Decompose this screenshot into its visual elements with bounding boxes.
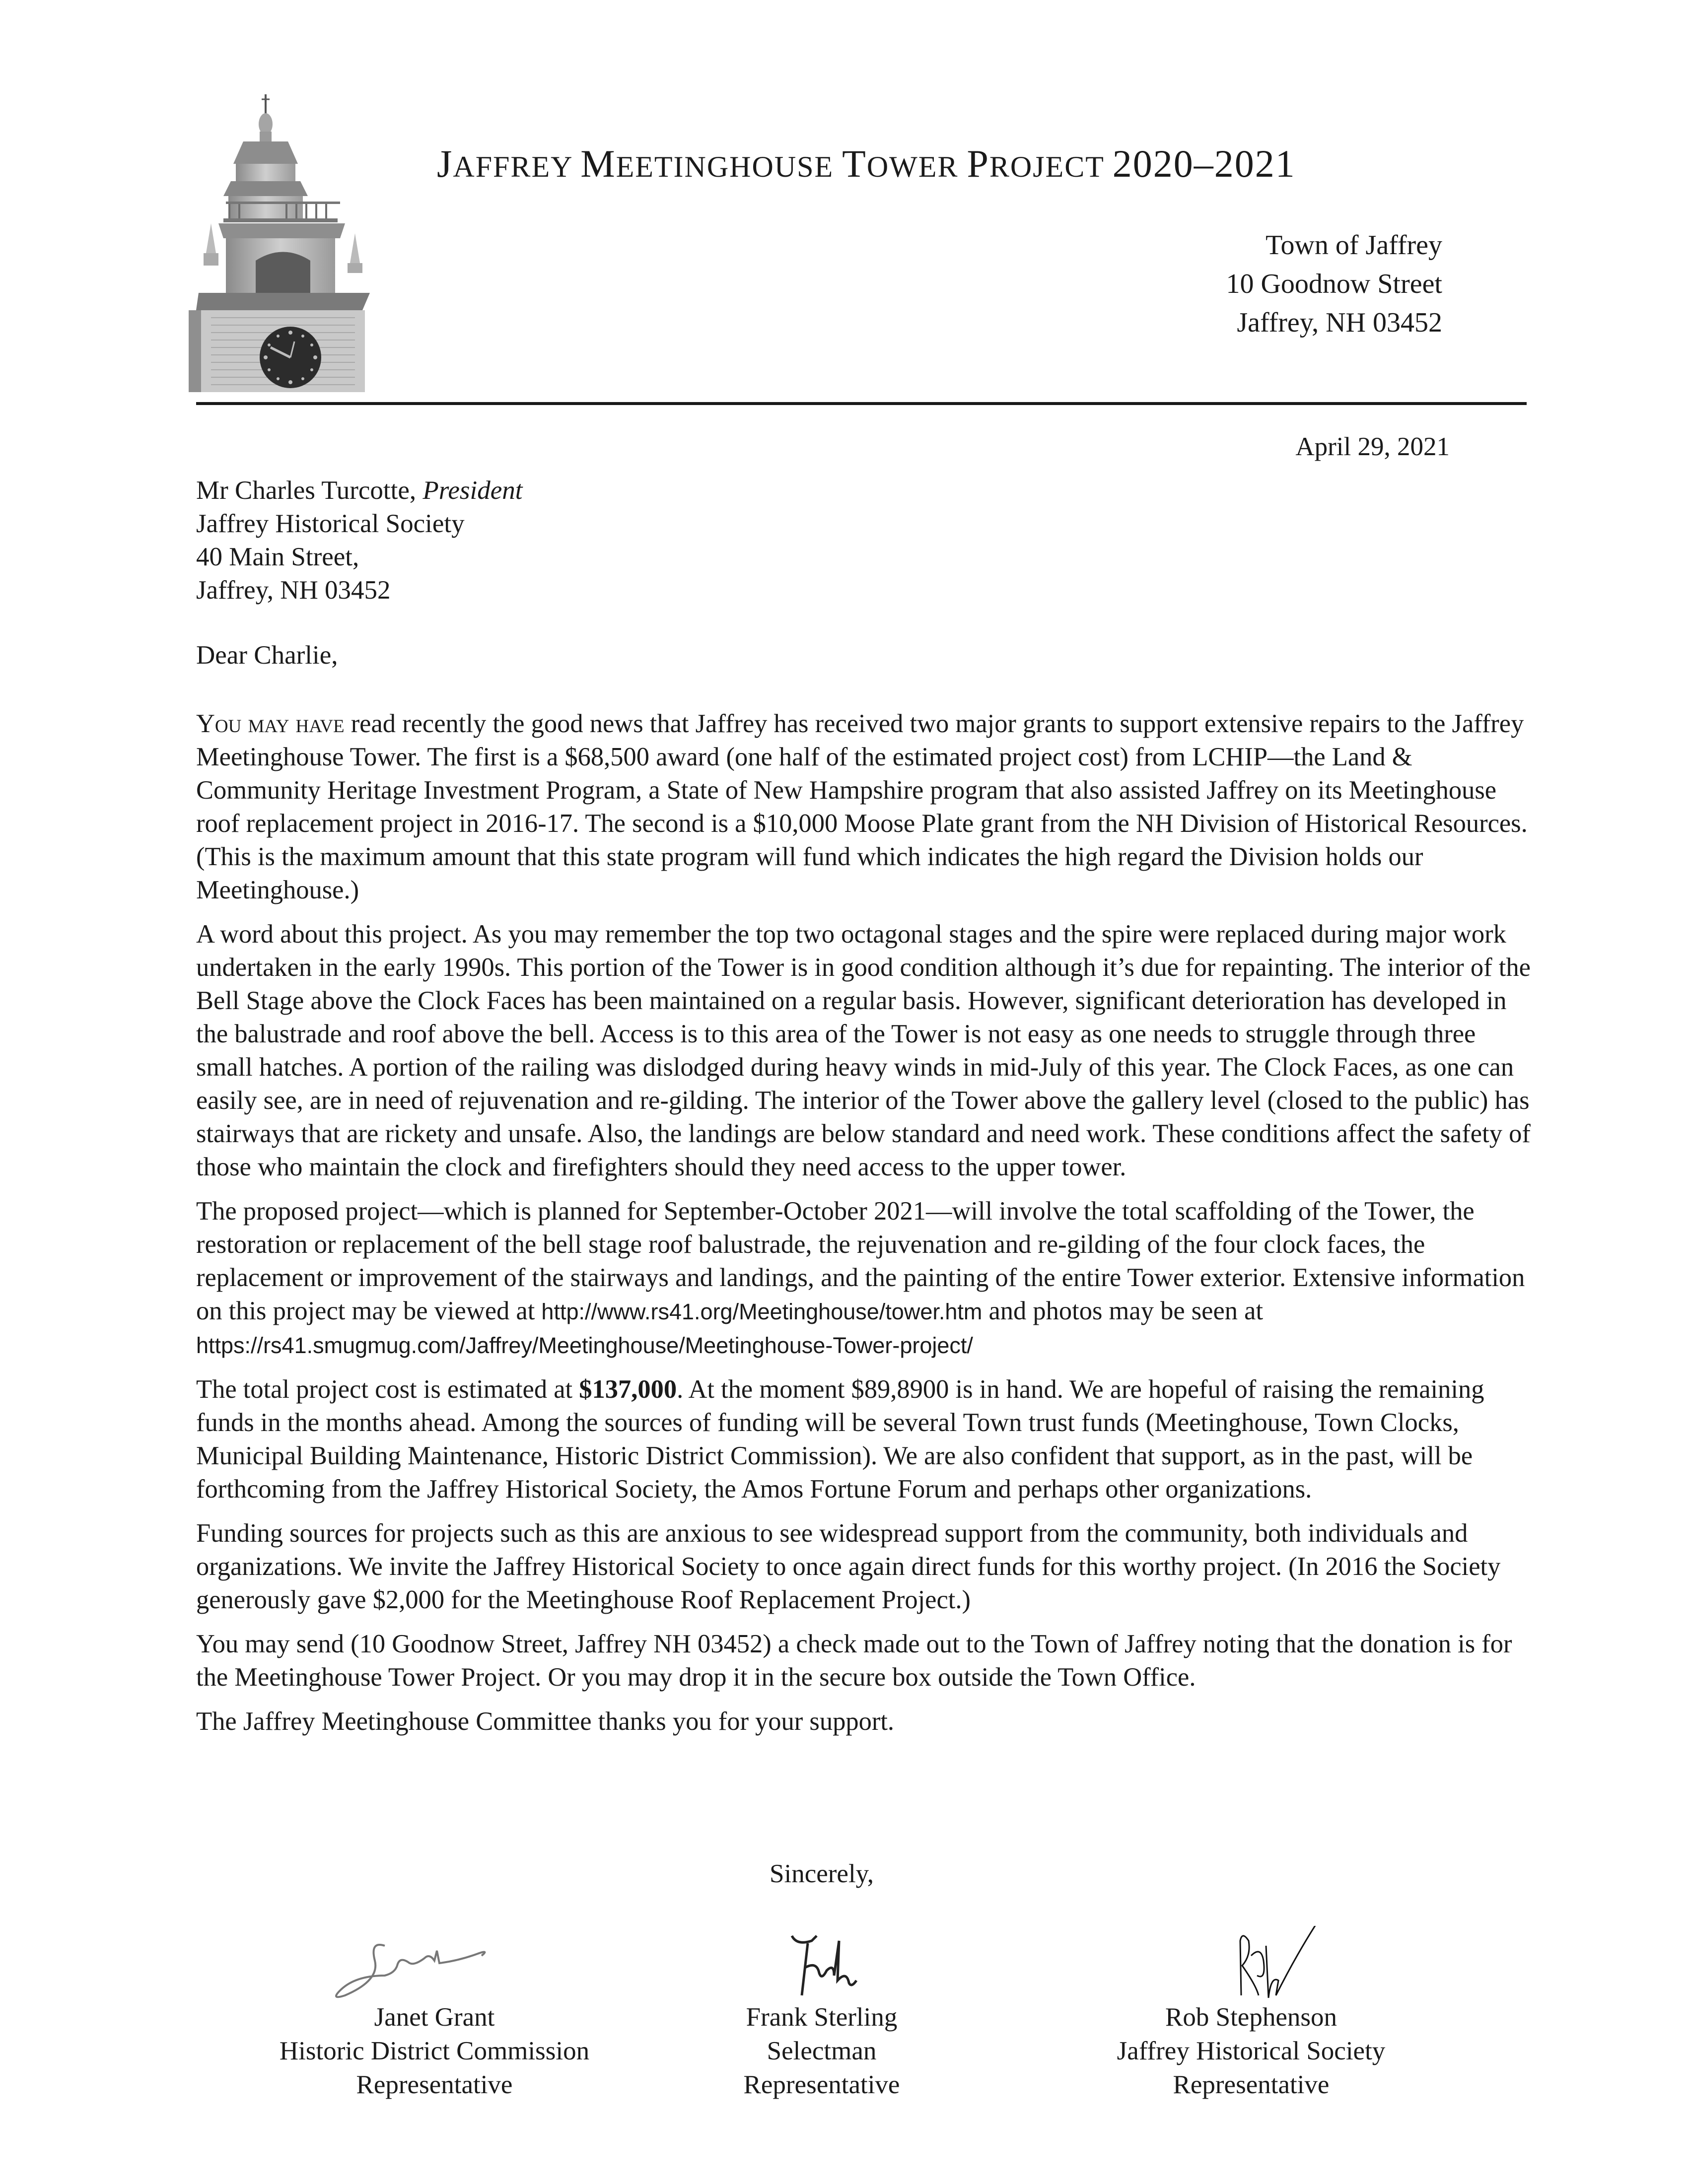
recipient-city: Jaffrey, NH 03452	[196, 576, 391, 605]
tower-illustration-icon	[176, 84, 400, 392]
signatory-role: Representative	[1173, 2070, 1330, 2099]
photos-link[interactable]: https://rs41.smugmug.com/Jaffrey/Meetinghouse/Meetinghouse-Tower-project/	[196, 1333, 973, 1358]
signatory-name: Frank Sterling	[746, 2003, 898, 2032]
paragraph-grants	[196, 707, 1532, 907]
paragraph-text: and photos may be seen at	[982, 1297, 1264, 1325]
paragraph-cost	[196, 1373, 1532, 1506]
sender-address	[1226, 226, 1442, 342]
paragraph-funding-request: Funding sources for projects such as this are anxious to see widespread support from the community, both individuals and organizations. We invite the Jaffrey Historical Society to once again direct funds for this worthy project. (In 2016 the Society generously gave $2,000 for the Meetinghouse Roof Replacement Project.)	[196, 1519, 1501, 1614]
total-cost-value: $137,000	[579, 1375, 677, 1404]
title-word: OWER	[866, 150, 967, 183]
sender-address-line: Town of Jaffrey	[1266, 230, 1442, 261]
salutation: Dear Charlie,	[196, 641, 338, 670]
recipient-title: President	[422, 476, 523, 505]
closing: Sincerely,	[770, 1859, 874, 1888]
lead-small-caps: ou may have	[214, 709, 345, 738]
lead-capital: Y	[196, 709, 215, 738]
title-years: 2020–2021	[1112, 142, 1296, 185]
recipient-street: 40 Main Street,	[196, 543, 359, 571]
paragraph-text: read recently the good news that Jaffrey has received two major grants to support extensive repairs to the Jaffrey Meetinghouse Tower. The first is a $68,500 award (one half of the estimated project cost) from LCHIP—the Land & Community Heritage Investment Program, a State of New Hampshire program that also assisted Jaffrey on its Meetinghouse roof replacement project in 2016-17. The second is a $10,000 Moose Plate grant from the NH Division of Historical Resources. (This is the maximum amount that this state program will fund which indicates the high regard the Division holds our Meetinghouse.)	[196, 709, 1528, 904]
title-word: AFFREY	[453, 150, 581, 183]
signatory-janet-grant	[236, 1926, 633, 2102]
paragraph-thanks: The Jaffrey Meetinghouse Committee thanks you for your support.	[196, 1707, 895, 1736]
title-word: EETINGHOUSE	[616, 150, 843, 183]
signatory-org: Selectman	[767, 2037, 877, 2065]
tower-info-link[interactable]: http://www.rs41.org/Meetinghouse/tower.htm	[541, 1299, 983, 1324]
paragraph-project-description: A word about this project. As you may remember the top two octagonal stages and the spire were replaced during major work undertaken in the early 1990s. This portion of the Tower is in good condition although it’s due for repainting. The interior of the Bell Stage above the Clock Faces has been maintained on a regular basis. However, significant deterioration has developed in the balustrade and roof above the bell. Access is to this area of the Tower is not easy as one needs to struggle through three small hatches. A portion of the railing was dislodged during heavy winds in mid-July of this year. The Clock Faces, as one can easily see, are in need of rejuvenation and re-gilding. The interior of the Tower above the gallery level (closed to the public) has stairways that are rickety and unsafe. Also, the landings are below standard and need work. These conditions affect the safety of those who maintain the clock and firefighters should they need access to the upper tower.	[196, 920, 1531, 1181]
paragraph-text: The proposed project—which is planned for September-October 2021—will involve the total scaffolding of the Tower, the restoration or replacement of the bell stage roof balustrade, the rejuvenation and re-gilding of the four clock faces, the replacement or improvement of the stairways and landings, and the painting of the entire Tower exterior. Extensive information on this project may be viewed at	[196, 1197, 1525, 1325]
signatory-name: Janet Grant	[374, 2003, 495, 2032]
recipient-address	[196, 474, 523, 607]
letter-body	[196, 707, 1532, 1749]
signature-frank-icon	[698, 1926, 946, 2000]
title-word: ROJECT	[989, 150, 1113, 183]
signature-janet-icon	[310, 1926, 559, 2000]
paragraph-proposed-project	[196, 1195, 1532, 1362]
title-initial: P	[967, 142, 989, 185]
signatory-org: Historic District Commission	[279, 2037, 590, 2065]
recipient-name-line	[196, 474, 523, 507]
title-initial: M	[580, 142, 616, 185]
signature-rob-icon	[1127, 1926, 1375, 2000]
recipient-org: Jaffrey Historical Society	[196, 509, 465, 538]
sender-address-line: 10 Goodnow Street	[1226, 269, 1442, 299]
sender-address-line: Jaffrey, NH 03452	[1237, 307, 1442, 338]
paragraph-text: The total project cost is estimated at	[196, 1375, 579, 1404]
letter-date: April 29, 2021	[1295, 432, 1450, 461]
signatory-name: Rob Stephenson	[1165, 2003, 1337, 2032]
letterhead-title	[437, 141, 1296, 186]
title-initial: T	[842, 142, 867, 185]
meetinghouse-tower-image	[176, 84, 400, 392]
title-initial: J	[437, 142, 453, 185]
letterhead-divider	[196, 402, 1527, 405]
signatory-rob-stephenson	[1053, 1926, 1450, 2102]
paragraph-donation-instructions: You may send (10 Goodnow Street, Jaffrey NH 03452) a check made out to the Town of Jaffrey noting that the donation is for the Meetinghouse Tower Project. Or you may drop it in the secure box outside the Town Office.	[196, 1630, 1512, 1692]
signatory-frank-sterling	[623, 1926, 1020, 2102]
signatory-role: Representative	[356, 2070, 513, 2099]
signatory-org: Jaffrey Historical Society	[1117, 2037, 1386, 2065]
signatory-role: Representative	[743, 2070, 900, 2099]
recipient-name: Mr Charles Turcotte,	[196, 476, 423, 505]
paragraph-text: . At the moment $89,8900 is in hand. We are hopeful of raising the remaining funds in the months ahead. Among the sources of funding will be several Town trust funds (Meetinghouse, Town Clocks, Municipal Building Maintenance, Historic District Commission). We are also confident that support, as in the past, will be forthcoming from the Jaffrey Historical Society, the Amos Fortune Forum and perhaps other organizations.	[196, 1375, 1484, 1503]
